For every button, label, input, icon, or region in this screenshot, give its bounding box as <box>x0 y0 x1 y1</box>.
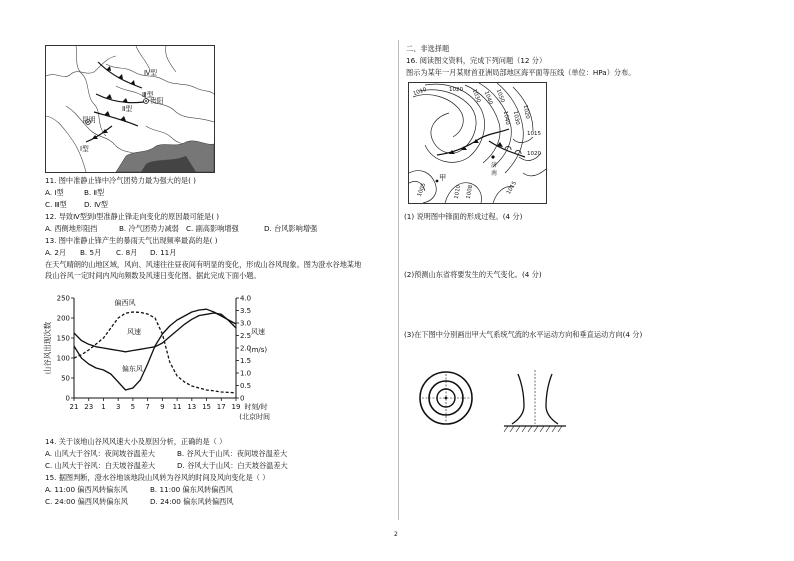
q15-option-c: C. 24:00 偏西风转偏东风 <box>45 497 128 506</box>
isobar-label-1040b: 1040 <box>501 110 511 126</box>
right-axis-unit: (m/s) <box>248 346 268 354</box>
q12-option-b: B. 冷气团势力减弱 <box>119 224 179 233</box>
left-tick-label: 250 <box>56 294 70 303</box>
x-tick-label: 1 <box>101 403 106 411</box>
q15-option-b: B. 11:00 偏东风转偏西风 <box>150 485 233 494</box>
isobar-label-jia: 甲 <box>439 173 447 182</box>
vertical-airflow-diagram <box>502 366 568 436</box>
map-label-type3: Ⅲ型 <box>142 91 154 99</box>
q11-option-b: B. Ⅱ型 <box>84 188 105 197</box>
q11-option-c: C. Ⅲ型 <box>45 200 67 209</box>
series-label-windspeed: 风速 <box>127 328 142 336</box>
column-divider <box>398 40 399 520</box>
map-label-type2: Ⅱ型 <box>122 105 133 113</box>
left-tick-label: 100 <box>56 354 70 363</box>
map-label-kunming: 昆明 <box>82 116 96 124</box>
x-tick-label: 5 <box>130 403 136 411</box>
isobar-label-1020: 1020 <box>449 87 463 93</box>
x-tick-label: 17 <box>216 403 226 411</box>
right-tick-label: 1.5 <box>240 357 252 365</box>
concentric-circles-diagram <box>418 370 474 426</box>
x-tick-label: 11 <box>172 403 182 411</box>
q13-option-c: C. 8月 <box>116 248 138 257</box>
q11-option-d: D. Ⅳ型 <box>84 200 108 209</box>
series-label-westerly: 偏西风 <box>114 299 136 308</box>
page-number: 2 <box>394 531 398 538</box>
isobar-label-1020b: 1020 <box>521 104 531 120</box>
left-axis-title: 山谷风出现次数 <box>43 321 52 375</box>
right-tick-label: 0 <box>240 394 245 403</box>
left-tick-label: 0 <box>65 394 70 403</box>
q12-option-c: C. 副高影响增强 <box>186 224 239 233</box>
x-axis-subtitle: (北京时间) <box>239 413 270 421</box>
series-line-1 <box>74 309 236 390</box>
x-tick-label: 7 <box>145 403 150 411</box>
x-tick-label: 19 <box>231 403 241 411</box>
right-tick-label: 4.0 <box>240 294 252 303</box>
jinan-marker <box>491 155 494 158</box>
isobar-label-1030b: 1030 <box>511 110 521 126</box>
right-axis-title: 风速 <box>251 328 265 336</box>
wind-chart <box>40 290 270 430</box>
isobar-label-1005: 1005 <box>416 182 428 198</box>
isobar-label-1030: 1030 <box>470 88 482 104</box>
mountain-valley-intro-line2: 段山谷风一定时间内风向频数及风速日变化图。据此完成下面小题。 <box>45 271 261 280</box>
x-tick-label: 13 <box>187 403 197 411</box>
jia-center-marker <box>436 180 439 183</box>
front-type-map <box>45 45 215 173</box>
concentric-circles-svg <box>418 370 474 426</box>
q13-option-b: B. 5月 <box>80 248 102 257</box>
right-tick-label: 2.5 <box>240 332 252 340</box>
q16-stem: 16. 阅读图文资料，完成下列问题（12 分） <box>406 56 547 65</box>
sub-question-2: (2)预测山东省将要发生的天气变化。(4 分) <box>404 270 542 279</box>
map-label-type1: Ⅰ型 <box>80 145 89 153</box>
q13-option-d: D. 11月 <box>150 248 177 257</box>
q13-option-a: A. 2月 <box>45 248 67 257</box>
right-tick-label: 2.0 <box>240 344 252 353</box>
right-tick-label: 0.5 <box>240 382 252 390</box>
q14-option-a: A. 山风大于谷风：夜间坡谷温差大 <box>45 449 155 458</box>
isobar-label-1050: 1050 <box>494 88 506 104</box>
x-tick-label: 21 <box>69 403 79 411</box>
isobar-label-1020c: 1020 <box>527 151 541 157</box>
map-label-guiyang: 贵阳 <box>150 97 164 105</box>
q15-option-d: D. 24:00 偏东风转偏西风 <box>150 497 234 506</box>
q14-option-d: D. 谷风大于山风：白天坡谷温差大 <box>177 461 288 470</box>
series-line-0 <box>74 312 236 393</box>
series-label-easterly: 偏东风 <box>121 364 143 373</box>
left-tick-label: 50 <box>61 374 70 383</box>
q14-option-b: B. 谷风大于山风：夜间坡谷温差大 <box>177 449 288 458</box>
map-label-type4: Ⅳ型 <box>144 69 158 77</box>
x-tick-label: 15 <box>202 403 212 411</box>
isobar-label-1015b: 1015 <box>505 180 519 196</box>
right-tick-label: 1.0 <box>240 369 252 378</box>
isobar-label-nan: 南 <box>491 170 498 177</box>
q13-stem: 13. 图中准静止锋产生的暴雨天气出现频率最高的是( ) <box>45 236 218 245</box>
isobar-label-1040: 1040 <box>482 90 494 106</box>
section-title: 二、非选择题 <box>406 44 450 53</box>
x-tick-label: 9 <box>160 403 165 411</box>
q11-stem: 11. 图中准静止锋中冷气团势力最为强大的是( ) <box>45 176 196 185</box>
mountain-valley-intro-line1: 在天气晴朗的山地区域，风向、风速往往昼夜间有明显的变化，形成山谷风现象。图为澄水谷地某地 <box>45 260 362 269</box>
q12-option-d: D. 台风影响增强 <box>264 224 318 233</box>
q16-description: 图示为某年一月某财首亚洲局部地区海平面等压线（单位：HPa）分布。 <box>406 68 636 77</box>
wind-chart-svg <box>40 290 270 430</box>
q14-option-c: C. 山风大于谷风：白天坡谷温差大 <box>45 461 156 470</box>
left-tick-label: 200 <box>56 314 70 323</box>
q12-stem: 12. 导致Ⅳ型到Ⅰ型准静止锋走向变化的原因最可能是( ) <box>45 212 220 221</box>
q14-stem: 14. 关于该地山谷风风速大小及原因分析，正确的是（ ） <box>45 437 227 446</box>
x-axis-title: 时刻/时 <box>244 403 268 411</box>
isobar-map <box>408 82 547 204</box>
x-tick-label: 3 <box>115 403 121 411</box>
isobar-label-1010: 1010 <box>412 86 428 98</box>
isobar-label-1008: 1008 <box>465 184 475 200</box>
q15-option-a: A. 11:00 偏西风转偏东风 <box>45 485 128 494</box>
right-tick-label: 3.5 <box>240 307 252 315</box>
isobar-label-1010b: 1010 <box>453 184 463 200</box>
q12-option-a: A. 西侧地形阻挡 <box>45 224 98 233</box>
isobar-label-1015: 1015 <box>527 131 541 137</box>
q15-stem: 15. 据图判断，澄水谷地该地段山风转为谷风的时间及风向变化是（ ） <box>45 473 270 482</box>
x-tick-label: 23 <box>84 403 94 411</box>
q11-option-a: A. Ⅰ型 <box>45 188 64 197</box>
right-tick-label: 3.0 <box>240 319 252 328</box>
left-tick-label: 150 <box>56 334 70 343</box>
vertical-airflow-svg <box>502 366 568 436</box>
isobar-label-ji: 济 <box>491 162 498 169</box>
sub-question-1: (1) 说明图中锋面的形成过程。(4 分) <box>404 212 523 221</box>
sub-question-3: (3)在下图中分别画出甲大气系统气流的水平运动方向和垂直运动方向(4 分) <box>404 330 643 339</box>
